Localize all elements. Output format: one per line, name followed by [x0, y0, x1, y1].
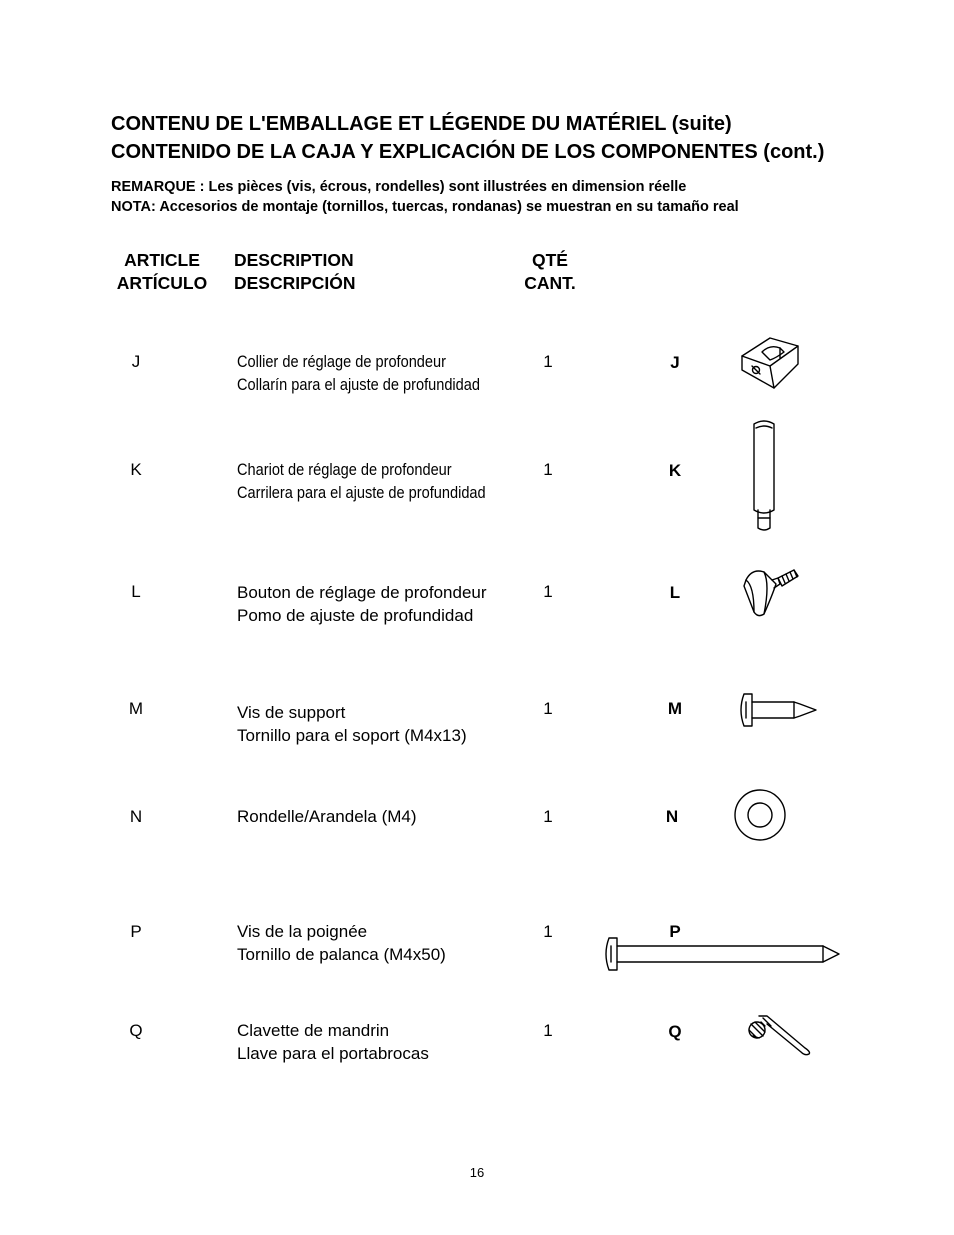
- item-desc-es: Tornillo de palanca (M4x50): [237, 945, 446, 964]
- long-screw-icon: [603, 936, 841, 972]
- page-number: 16: [469, 1165, 485, 1180]
- item-tag-k: K: [668, 461, 682, 480]
- rod-icon: [750, 418, 780, 534]
- item-qty-p: 1: [543, 922, 553, 941]
- item-qty-j: 1: [543, 352, 553, 371]
- item-description-q: [237, 1019, 429, 1065]
- item-desc-fr: Rondelle/Arandela (M4): [237, 807, 417, 826]
- item-desc-es: Pomo de ajuste de profundidad: [237, 606, 474, 625]
- item-qty-m: 1: [543, 699, 553, 718]
- item-article-n: N: [129, 807, 143, 826]
- item-article-j: J: [131, 352, 141, 371]
- note-fr: REMARQUE : Les pièces (vis, écrous, rondelles) sont illustrées en dimension réelle: [111, 179, 687, 195]
- item-tag-j: J: [670, 353, 680, 372]
- item-desc-fr: Bouton de réglage de profondeur: [237, 583, 487, 602]
- header-description-fr: DESCRIPTION: [234, 250, 354, 270]
- item-tag-m: M: [667, 699, 683, 718]
- item-description-l: [237, 581, 487, 627]
- item-description-n: [237, 805, 417, 828]
- header-article-es: ARTÍCULO: [116, 273, 208, 293]
- item-desc-fr: Vis de support: [237, 703, 346, 722]
- item-description-k: [237, 459, 486, 505]
- item-tag-p: P: [669, 922, 681, 941]
- item-article-l: L: [131, 582, 141, 601]
- page-title-fr: CONTENU DE L'EMBALLAGE ET LÉGENDE DU MATÉRIEL (suite): [111, 113, 732, 135]
- short-screw-icon: [738, 692, 818, 728]
- item-desc-fr: Clavette de mandrin: [237, 1021, 390, 1040]
- item-desc-fr: Vis de la poignée: [237, 922, 368, 941]
- page-title-es: CONTENIDO DE LA CAJA Y EXPLICACIÓN DE LOS COMPONENTES (cont.): [111, 141, 825, 163]
- item-qty-n: 1: [543, 807, 553, 826]
- item-desc-es: Tornillo para el soport (M4x13): [237, 726, 467, 745]
- header-article-fr: ARTICLE: [124, 250, 200, 270]
- header-description-es: DESCRIPCIÓN: [234, 273, 356, 293]
- item-desc-es: Llave para el portabrocas: [237, 1044, 429, 1063]
- chuck-key-icon: [745, 1010, 817, 1056]
- item-tag-n: N: [665, 807, 679, 826]
- item-qty-k: 1: [543, 460, 553, 479]
- header-qty-es: CANT.: [524, 273, 576, 293]
- item-tag-q: Q: [668, 1022, 682, 1041]
- item-desc-es: Carrilera para el ajuste de profundidad: [237, 484, 486, 502]
- item-article-p: P: [130, 922, 142, 941]
- item-description-p: [237, 920, 446, 966]
- item-desc-es: Collarín para el ajuste de profundidad: [237, 376, 480, 394]
- collar-icon: [740, 336, 802, 392]
- item-tag-l: L: [669, 583, 681, 602]
- washer-icon: [733, 788, 787, 842]
- item-article-q: Q: [129, 1021, 143, 1040]
- note-es: NOTA: Accesorios de montaje (tornillos, tuercas, rondanas) se muestran en su tamaño real: [111, 199, 739, 215]
- item-description-j: [237, 351, 480, 397]
- knob-icon: [742, 564, 802, 620]
- item-qty-q: 1: [543, 1021, 553, 1040]
- header-qty-fr: QTÉ: [532, 250, 568, 270]
- item-description-m: [237, 701, 467, 747]
- item-qty-l: 1: [543, 582, 553, 601]
- item-article-m: M: [128, 699, 144, 718]
- item-desc-fr: Chariot de réglage de profondeur: [237, 461, 452, 479]
- item-article-k: K: [130, 460, 142, 479]
- item-desc-fr: Collier de réglage de profondeur: [237, 353, 446, 371]
